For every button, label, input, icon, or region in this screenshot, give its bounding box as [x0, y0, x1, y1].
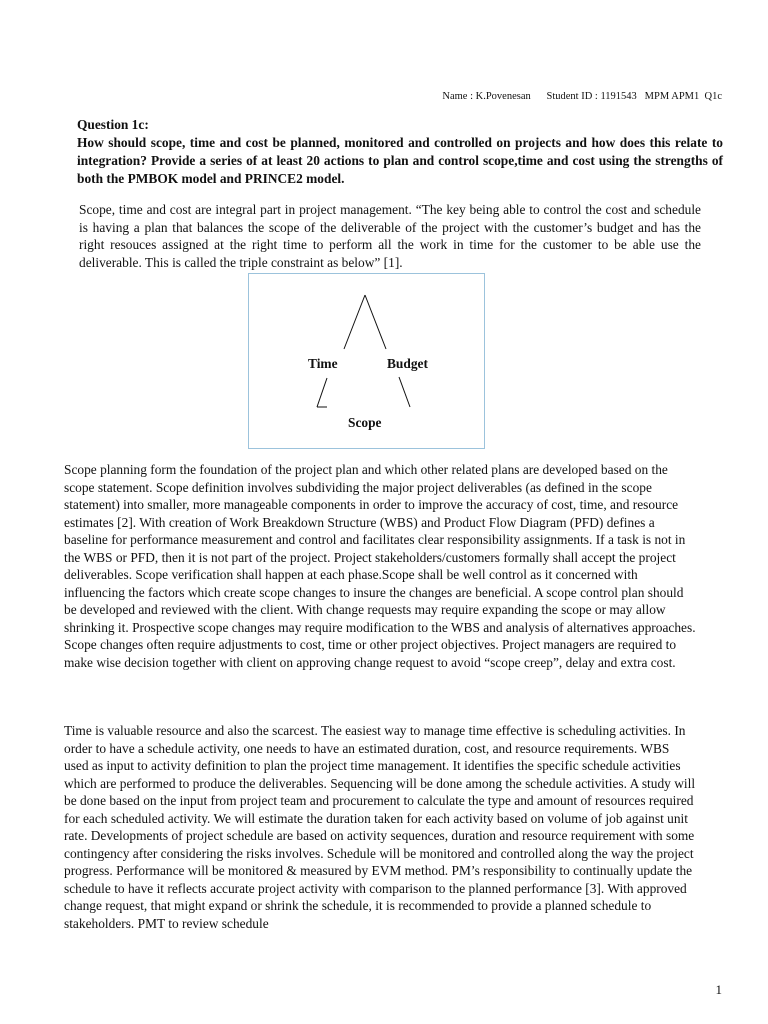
page-number: 1	[715, 982, 722, 997]
triple-constraint-diagram	[248, 273, 485, 449]
scope-paragraph: Scope planning form the foundation of the project plan and which other related plans are developed based on the scope statement. Scope definition involves subdividing the major project deliverables (as defined in the scope statement) into smaller, more manageable components in order to improve the accuracy of cost, time, and resource estimates [2]. With creation of Work Breakdown Structure (WBS) and Product Flow Diagram (PFD) defines a baseline for performance measurement and control and facilitates clear responsibility assignments. If a task is not in the WBS or PFD, then it is not part of the project. Project stakeholders/customers formally shall accept the project deliverables. Scope verification shall happen at each phase.Scope shall be well control as it concerned with influencing the factors which create scope changes to insure the changes are beneficial. A scope control plan should be developed and reviewed with the client. With change requests may require expanding the scope or may allow shrinking it. Prospective scope changes may require modification to the WBS and analysis of alternatives approaches. Scope changes often require adjustments to cost, time or other project objectives. Project managers are required to make wise decision together with client on approving change request to avoid “scope creep”, delay and extra cost.	[64, 462, 696, 670]
author-info: Name : K.Povenesan Student ID : 1191543 MPM APM1 Q1c	[442, 91, 722, 102]
right-base-line	[399, 377, 410, 407]
apex-left-line	[344, 295, 365, 349]
budget-label: Budget	[387, 356, 428, 371]
intro-paragraph: Scope, time and cost are integral part in project management. “The key being able to control the cost and schedule is having a plan that balances the scope of the deliverable of the project with the customer’s budget and has the right resouces assigned at the right time to perform all the work in time for the customer to be able use the deliverable. This is called the triple constraint as below” [1].	[79, 202, 701, 270]
question-block	[77, 116, 723, 188]
question-label: Question 1c:	[77, 117, 149, 132]
apex-right-line	[365, 295, 386, 349]
time-paragraph: Time is valuable resource and also the scarcest. The easiest way to manage time effective is scheduling activities. In order to have a schedule activity, one needs to have an estimated duration, cost, and resource requirements. WBS used as input to activity definition to plan the project time management. It identifies the specific schedule activities which are performed to produce the deliverables. Sequencing will be done among the schedule activities. A study will be done based on the input from project team and procurement to calculate the type and amount of resources required for each scheduled activity. We will estimate the duration taken for each activity based on volume of job against unit rate. Developments of project schedule are based on activity sequences, duration and resource requirement with some contingency after considering the risks involves. Schedule will be monitored and controlled along the way the project progress. Performance will be monitored & measured by EVM method. PM’s responsibility to continually update the schedule to have it reflects accurate project activity with comparison to the planned performance [3]. With approved change request, that might expand or shrink the schedule, it is recommended to provide a planned schedule to stakeholders. PMT to review schedule	[64, 723, 696, 931]
left-base-line	[317, 378, 327, 407]
question-text: How should scope, time and cost be planned, monitored and controlled on projects and how does this relate to integration? Provide a series of at least 20 actions to plan and control scope,time and cost using the strengths of both the PMBOK model and PRINCE2 model.	[77, 135, 723, 186]
time-label: Time	[308, 356, 338, 371]
scope-label: Scope	[348, 415, 382, 430]
